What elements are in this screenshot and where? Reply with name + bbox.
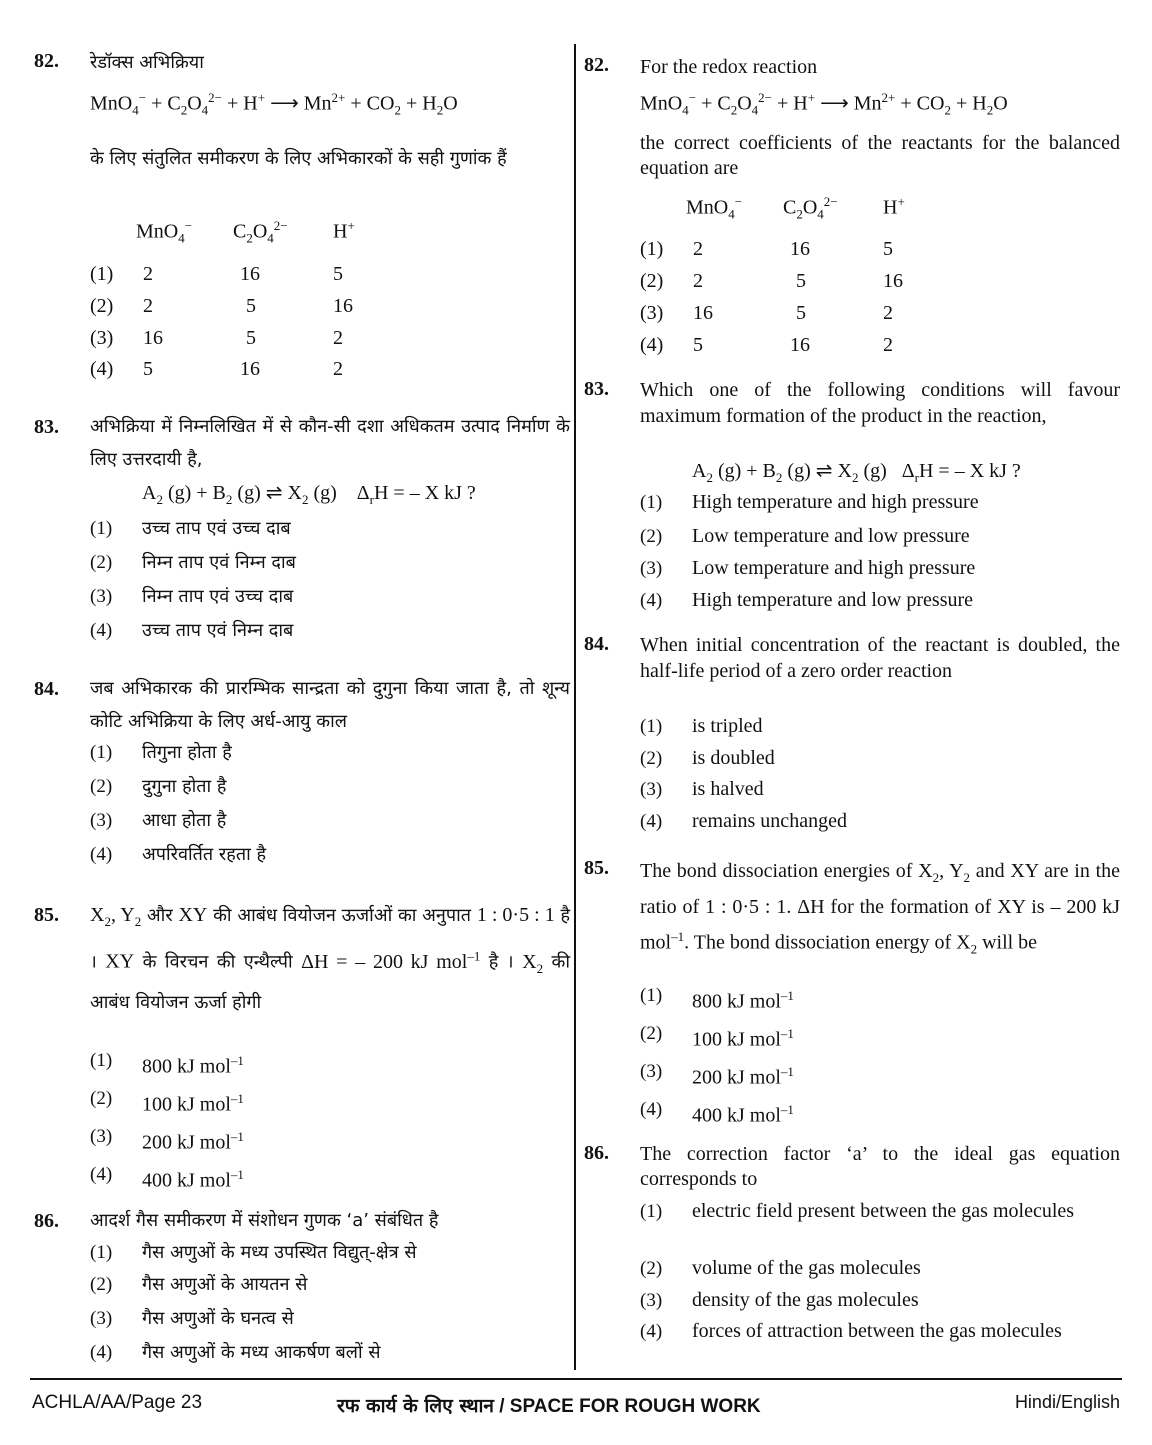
question-85-english [584,857,1124,1127]
question-number: 84. [584,633,609,655]
option-2[interactable]: (2) is doubled [640,747,775,769]
language-label: Hindi/English [1014,1392,1120,1412]
redox-equation: $MnO_4^- + C_2O_4^{2-} + H^+$ ⟶ $Mn^{2+} + CO_2 + H_2O$ [90,90,458,118]
option-2[interactable]: (2) 100 kJ mol$^{-1}$ [640,1023,794,1051]
question-text: When initial concentration of the reactant is doubled, the half-life period of a zero order reaction [640,634,1120,682]
option-1[interactable]: (1) गैस अणुओं के मध्य उपस्थित विद्युत्-क्षेत्र से [90,1242,417,1263]
option-3[interactable]: (3) गैस अणुओं के घनत्व से [90,1308,294,1329]
option-2[interactable]: (2) volume of the gas molecules [640,1257,921,1279]
equilibrium-equation: $A_2$ $(g) + B_2$ (g) ⇌ $X_2$ (g) $\Delta_rH$ = – X kJ ? [692,460,1021,485]
equilibrium-equation: $A_2$ $(g) + B_2$ (g) ⇌ $X_2$ (g) $\Delta_rH$ = – X kJ ? [142,482,476,507]
question-text: रेडॉक्स अभिक्रिया [90,52,204,73]
question-83-hindi [34,414,570,654]
option-1[interactable]: (1) High temperature and high pressure [640,491,979,513]
option-2[interactable]: (2) 100 kJ mol$^{-1}$ [90,1088,244,1116]
option-4[interactable]: (4) 400 kJ mol$^{-1}$ [640,1099,794,1127]
question-86-english [584,1142,1124,1370]
option-1[interactable]: (1) 800 kJ mol$^{-1}$ [640,985,794,1013]
rough-work-label: रफ कार्य के लिए स्थान / SPACE FOR ROUGH WORK [337,1395,761,1417]
option-4[interactable]: (4) उच्च ताप एवं निम्न दाब [90,620,294,641]
question-number: 83. [34,416,59,438]
page-footer [30,1378,1122,1428]
question-text: The bond dissociation energies of $X_2$, $Y_2$ and XY are in the ratio of 1 : 0·5 : 1. ΔH for the formation of XY is – 200 kJ mol$^{-1}$. The bond dissociation energy of $X_2$ will be [640,860,1121,957]
column-divider [574,44,576,1370]
option-3[interactable]: (3) is halved [640,778,764,800]
question-85-hindi [34,902,570,1192]
option-4[interactable]: (4) forces of attraction between the gas molecules [640,1320,1062,1342]
option-1[interactable]: (1) उच्च ताप एवं उच्च दाब [90,518,291,539]
question-number: 84. [34,678,59,700]
redox-equation: $MnO_4^- + C_2O_4^{2-} + H^+$ ⟶ $Mn^{2+} + CO_2 + H_2O$ [640,90,1008,118]
question-number: 86. [584,1142,609,1164]
question-text: For the redox reaction [640,56,818,78]
option-2[interactable]: (2) दुगुना होता है [90,776,227,797]
option-3[interactable]: (3) Low temperature and high pressure [640,557,976,579]
question-text-2: के लिए संतुलित समीकरण के लिए अभिकारकों के सही गुणांक हैं [90,148,507,169]
question-text: $X_2$, $Y_2$ और XY की आबंध वियोजन ऊर्जाओं का अनुपात 1 : 0·5 : 1 है । XY के विरचन की एन्थैल्पी ΔH = – 200 kJ mol$^{-1}$ है । $X_2$ की आबंध वियोजन ऊर्जा होगी [90,904,571,1013]
question-text: आदर्श गैस समीकरण में संशोधन गुणक ‘a’ संबंधित है [90,1210,439,1231]
question-number: 82. [34,50,59,72]
page-code: ACHLA/AA/Page 23 [32,1392,203,1413]
option-1[interactable]: (1) is tripled [640,715,763,737]
coefficient-table: MnO$_4$− $C_2O_4^{2-}$ H+ (1) 2 16 5 (2) 2 5 16 (3) 16 5 2 (4) 5 16 2 [640,194,905,356]
option-2[interactable]: (2) Low temperature and low pressure [640,525,970,547]
option-4[interactable]: (4) गैस अणुओं के मध्य आकर्षण बलों से [90,1342,381,1363]
option-1[interactable]: (1) electric field present between the gas molecules [640,1200,1075,1222]
option-1[interactable]: (1) तिगुना होता है [90,742,232,763]
question-number: 85. [34,904,59,926]
question-text: The correction factor ‘a’ to the ideal gas equation corresponds to [640,1143,1120,1190]
option-4[interactable]: (4) 400 kJ mol$^{-1}$ [90,1164,244,1192]
question-84-hindi [34,676,570,876]
question-82-english [584,54,1124,364]
option-3[interactable]: (3) 200 kJ mol$^{-1}$ [640,1061,794,1089]
question-84-english [584,633,1124,833]
option-4[interactable]: (4) remains unchanged [640,810,847,832]
option-3[interactable]: (3) 200 kJ mol$^{-1}$ [90,1126,244,1154]
option-1[interactable]: (1) 800 kJ mol$^{-1}$ [90,1050,244,1078]
question-number: 85. [584,857,609,879]
question-number: 83. [584,378,609,400]
question-number: 82. [584,54,609,76]
question-number: 86. [34,1210,59,1232]
question-text: अभिक्रिया में निम्नलिखित में से कौन-सी दशा अधिकतम उत्पाद निर्माण के लिए उत्तरदायी है, [90,416,570,470]
question-text: Which one of the following conditions will favour maximum formation of the product in the reaction, [640,379,1120,427]
option-3[interactable]: (3) आधा होता है [90,810,227,831]
question-text: जब अभिकारक की प्रारम्भिक सान्द्रता को दुगुना किया जाता है, तो शून्य कोटि अभिक्रिया के लिए अर्ध-आयु काल [90,678,570,732]
option-4[interactable]: (4) High temperature and low pressure [640,589,974,611]
option-4[interactable]: (4) अपरिवर्तित रहता है [90,844,267,865]
option-3[interactable]: (3) density of the gas molecules [640,1289,919,1311]
question-text-2: the correct coefficients of the reactants for the balanced equation are [640,132,1120,179]
question-83-english [584,378,1124,614]
option-2[interactable]: (2) गैस अणुओं के आयतन से [90,1274,308,1295]
question-82-hindi [34,50,570,390]
option-3[interactable]: (3) निम्न ताप एवं उच्च दाब [90,586,294,607]
question-86-hindi [34,1208,570,1368]
option-2[interactable]: (2) निम्न ताप एवं निम्न दाब [90,552,296,573]
coefficient-table: MnO$_4$− $C_2O_4^{2-}$ H+ (1) 2 16 5 (2) 2 5 16 (3) 16 5 2 (4) 5 16 2 [90,218,355,380]
